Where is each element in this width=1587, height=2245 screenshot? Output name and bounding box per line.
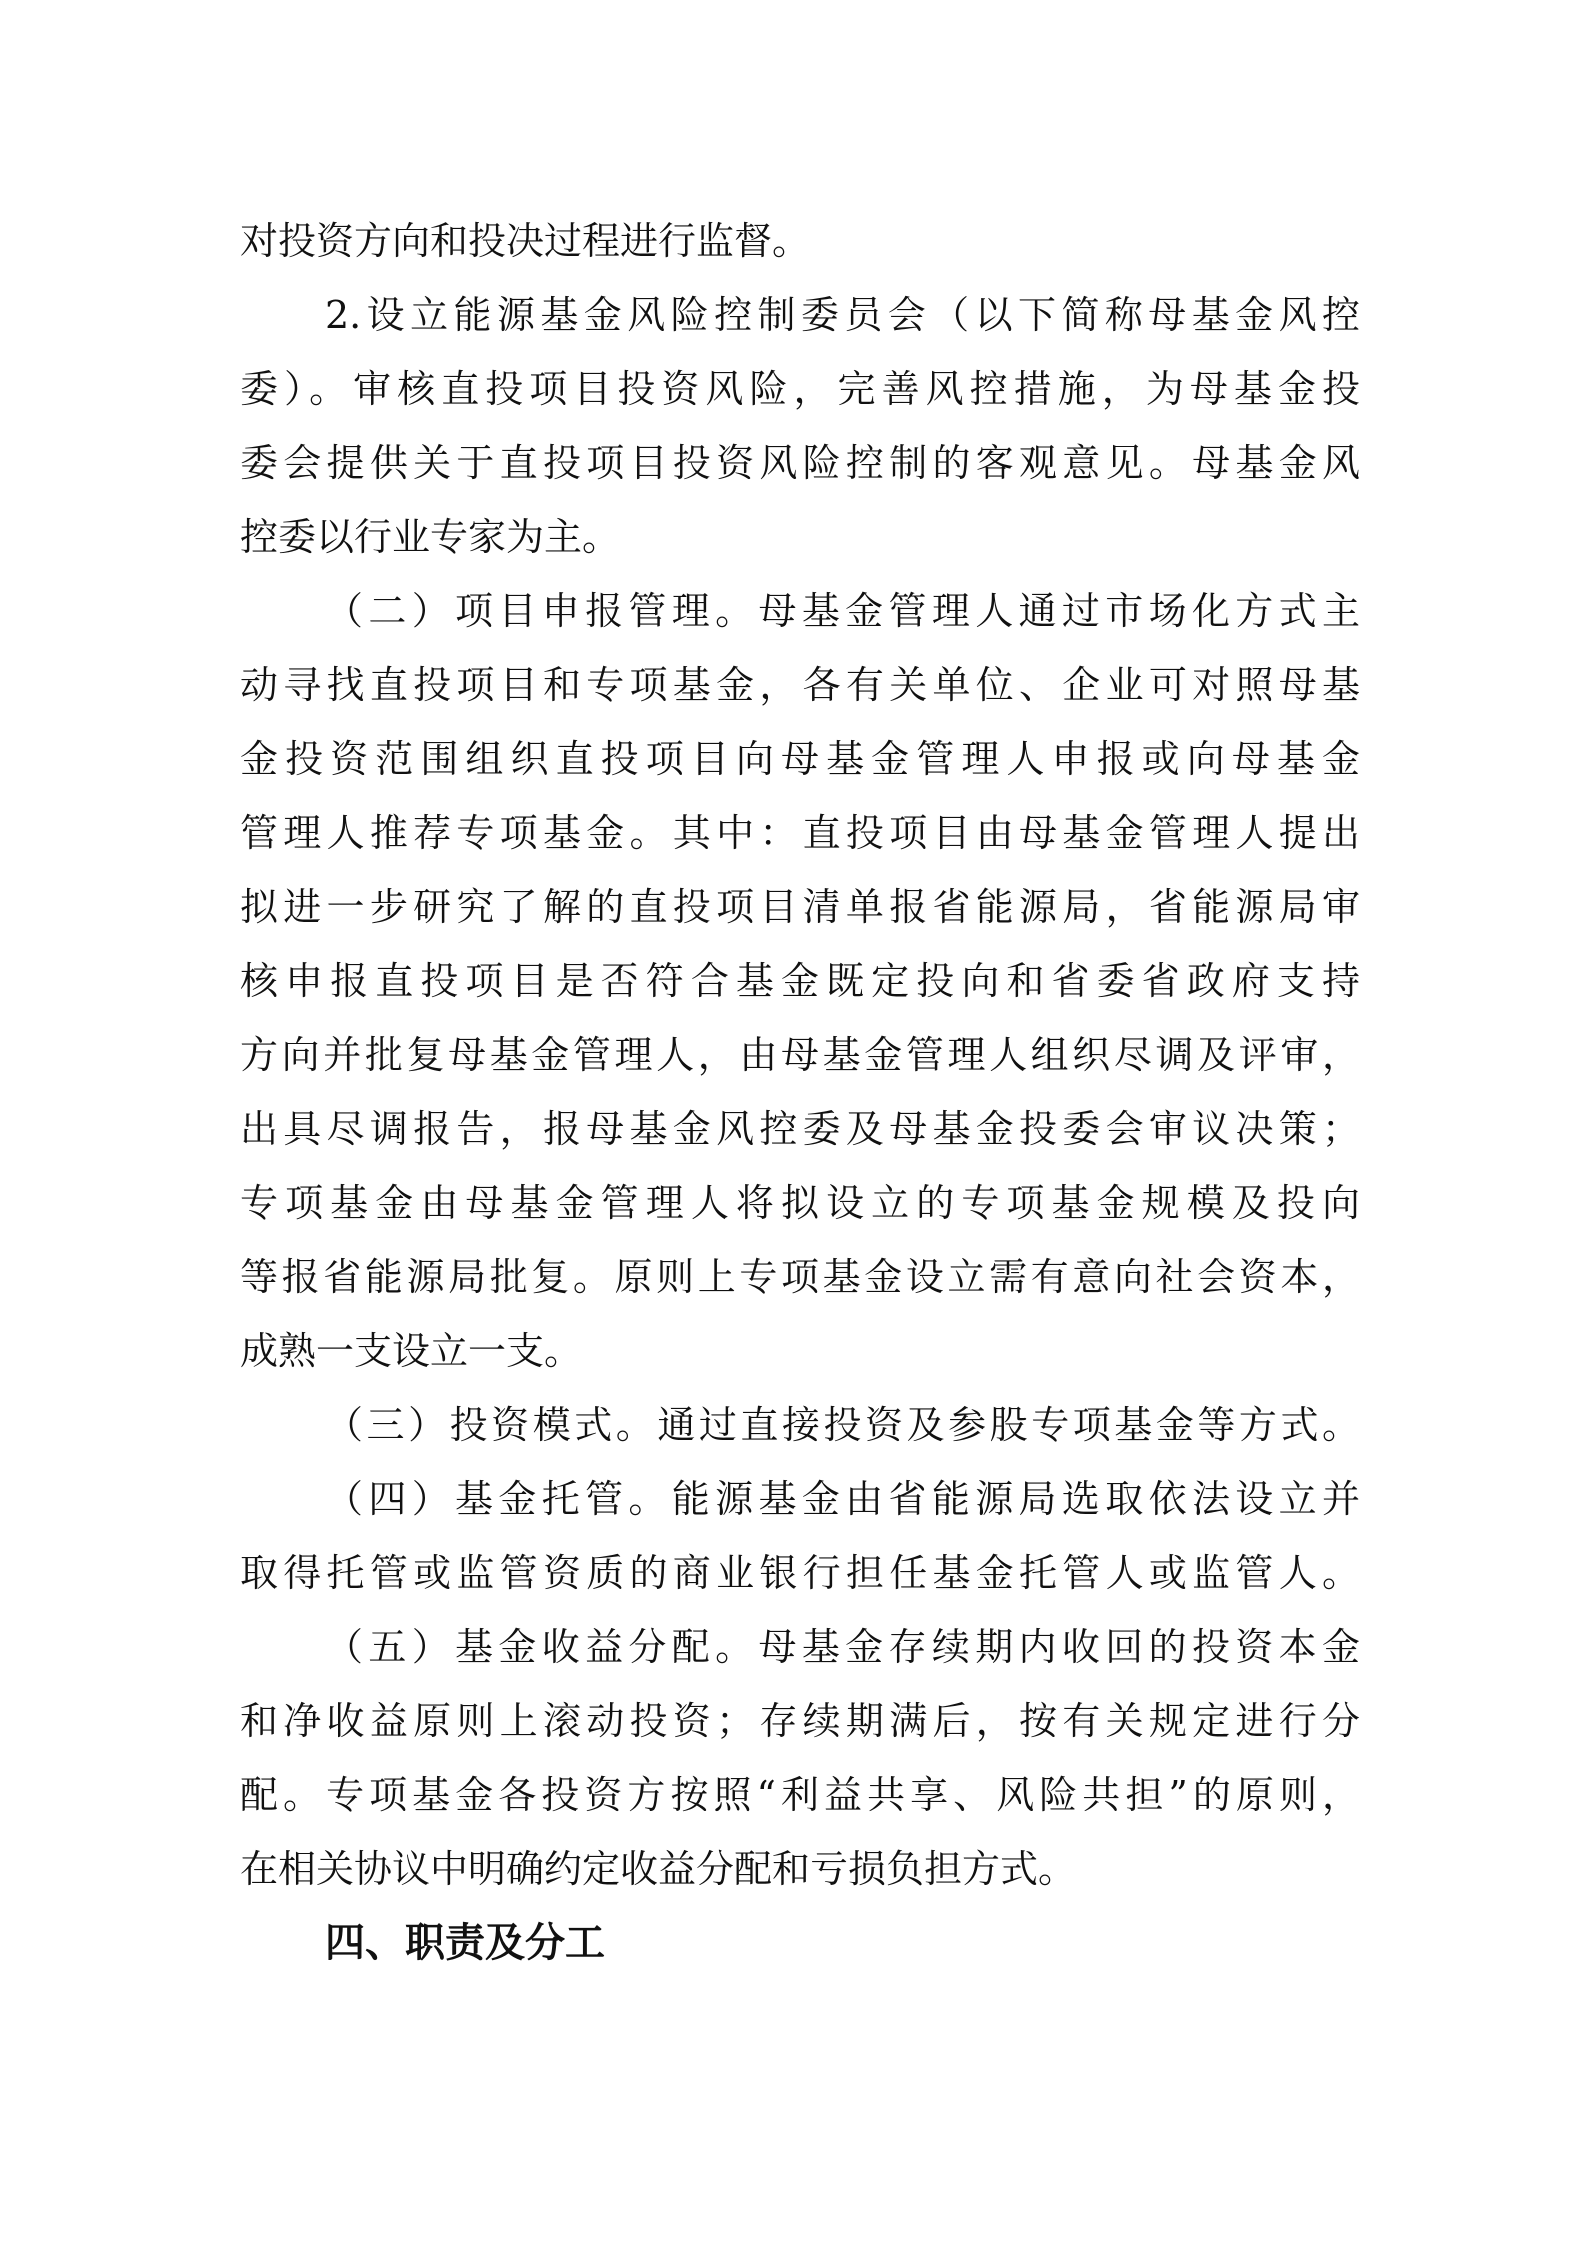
text-line-4: 委会提供关于直投项目投资风险控制的客观意见。母基金风 xyxy=(240,441,1360,485)
text-line-22: 配。专项基金各投资方按照“利益共享、风险共担”的原则， xyxy=(240,1773,1360,1817)
text-line-17: （三）投资模式。通过直接投资及参股专项基金等方式。 xyxy=(325,1403,1360,1447)
text-line-2: 2.设立能源基金风险控制委员会（以下简称母基金风控 xyxy=(325,293,1360,337)
text-line-7: 动寻找直投项目和专项基金，各有关单位、企业可对照母基 xyxy=(240,663,1360,707)
text-line-13: 出具尽调报告，报母基金风控委及母基金投委会审议决策； xyxy=(240,1107,1360,1151)
section-heading: 四、职责及分工 xyxy=(325,1920,605,1966)
text-line-20: （五）基金收益分配。母基金存续期内收回的投资本金 xyxy=(325,1625,1360,1669)
text-line-1: 对投资方向和投决过程进行监督。 xyxy=(240,219,811,263)
text-line-9: 管理人推荐专项基金。其中：直投项目由母基金管理人提出 xyxy=(240,811,1360,855)
text-line-6: （二）项目申报管理。母基金管理人通过市场化方式主 xyxy=(325,589,1360,633)
text-line-14: 专项基金由母基金管理人将拟设立的专项基金规模及投向 xyxy=(240,1181,1360,1225)
text-line-3: 委）。审核直投项目投资风险，完善风控措施，为母基金投 xyxy=(240,367,1360,411)
text-line-23: 在相关协议中明确约定收益分配和亏损负担方式。 xyxy=(240,1847,1077,1891)
text-line-16: 成熟一支设立一支。 xyxy=(240,1329,583,1373)
text-line-21: 和净收益原则上滚动投资；存续期满后，按有关规定进行分 xyxy=(240,1699,1360,1743)
text-line-19: 取得托管或监管资质的商业银行担任基金托管人或监管人。 xyxy=(240,1551,1360,1595)
text-line-5: 控委以行业专家为主。 xyxy=(240,515,621,559)
text-line-11: 核申报直投项目是否符合基金既定投向和省委省政府支持 xyxy=(240,959,1360,1003)
text-line-10: 拟进一步研究了解的直投项目清单报省能源局，省能源局审 xyxy=(240,885,1360,929)
text-line-15: 等报省能源局批复。原则上专项基金设立需有意向社会资本， xyxy=(240,1255,1360,1299)
text-line-12: 方向并批复母基金管理人，由母基金管理人组织尽调及评审， xyxy=(240,1033,1360,1077)
text-line-18: （四）基金托管。能源基金由省能源局选取依法设立并 xyxy=(325,1477,1360,1521)
text-line-8: 金投资范围组织直投项目向母基金管理人申报或向母基金 xyxy=(240,737,1360,781)
